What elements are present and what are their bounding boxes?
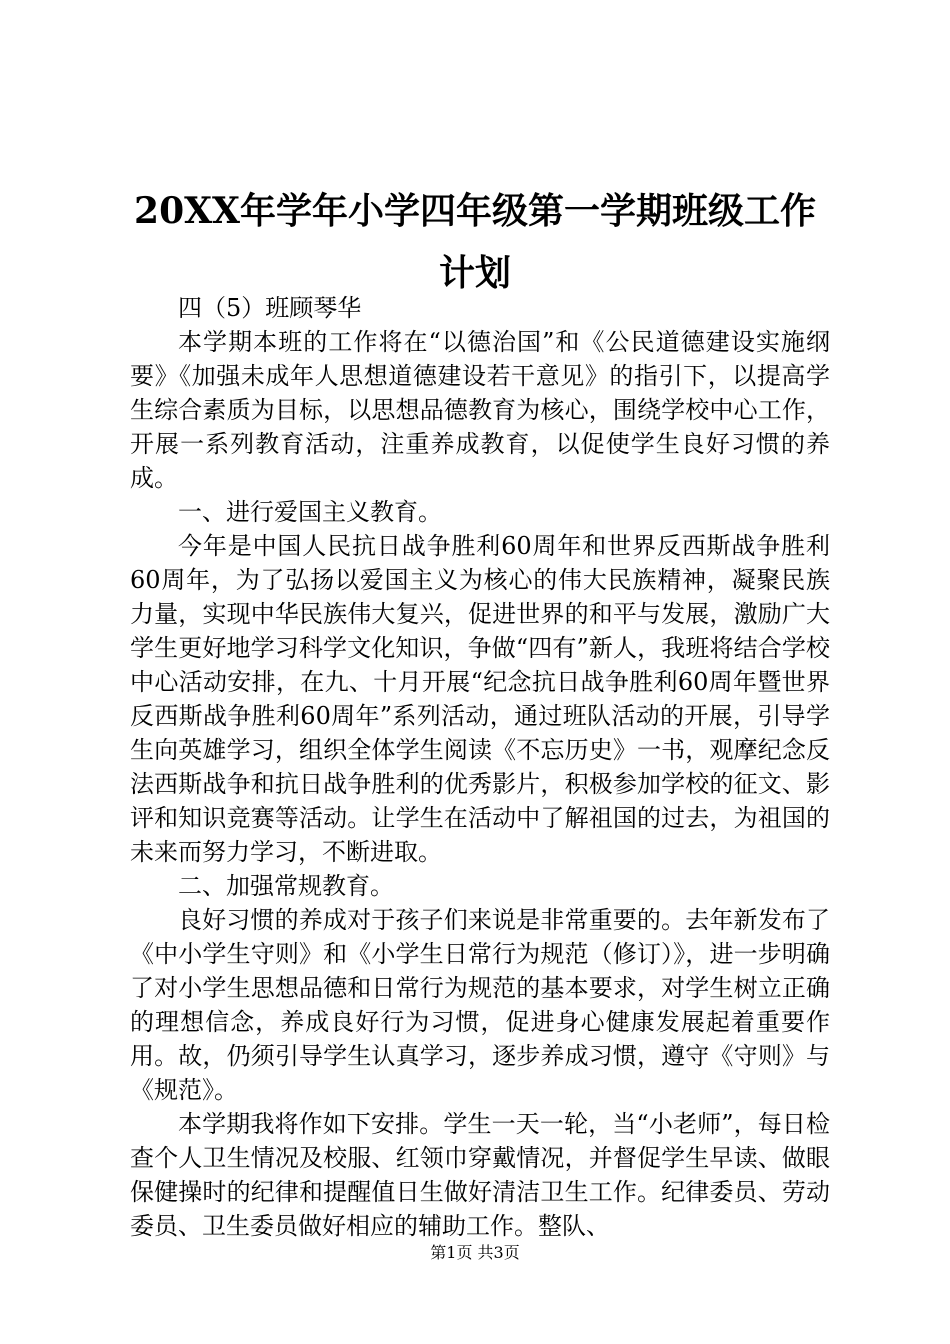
document-title: 20XX年学年小学四年级第一学期班级工作计划 [134,190,816,294]
paragraph-section-1: 今年是中国人民抗日战争胜利60周年和世界反西斯战争胜利60周年，为了弘扬以爱国主义为核心的伟大民族精神，凝聚民族力量，实现中华民族伟大复兴，促进世界的和平与发展，激励广大学生更好地学习科学文化知识，争做“四有”新人，我班将结合学校中心活动安排，在九、十月开展“纪念抗日战争胜利60周年暨世界反西斯战争胜利60周年”系列活动，通过班队活动的开展，引导学生向英雄学习，组织全体学生阅读《不忘历史》一书，观摩纪念反法西斯战争和抗日战争胜利的优秀影片，积极参加学校的征文、影评和知识竞赛等活动。让学生在活动中了解祖国的过去，为祖国的未来而努力学习，不断进取。 [130,532,830,866]
section-heading-2: 二、加强常规教育。 [178,872,394,900]
author-line: 四（5）班顾琴华 [178,294,362,322]
section-heading-1: 一、进行爱国主义教育。 [178,498,442,526]
paragraph-intro: 本学期本班的工作将在“以德治国”和《公民道德建设实施纲要》《加强未成年人思想道德建设若干意见》的指引下，以提高学生综合素质为目标，以思想品德教育为核心，围绕学校中心工作，开展一系列教育活动，注重养成教育，以促使学生良好习惯的养成。 [130,328,830,492]
page-footer: 第1页 共3页 [430,1243,520,1262]
paragraph-section-2: 良好习惯的养成对于孩子们来说是非常重要的。去年新发布了《中小学生守则》和《小学生日常行为规范（修订）》，进一步明确了对小学生思想品德和日常行为规范的基本要求，对学生树立正确的理想信念，养成良好行为习惯，促进身心健康发展起着重要作用。故，仍须引导学生认真学习，逐步养成习惯，遵守《守则》与《规范》。 [130,906,830,1104]
paragraph-arrangement: 本学期我将作如下安排。学生一天一轮，当“小老师”，每日检查个人卫生情况及校服、红领巾穿戴情况，并督促学生早读、做眼保健操时的纪律和提醒值日生做好清洁卫生工作。纪律委员、劳动委员、卫生委员做好相应的辅助工作。整队、 [130,1110,830,1240]
document-body [130,291,830,1243]
